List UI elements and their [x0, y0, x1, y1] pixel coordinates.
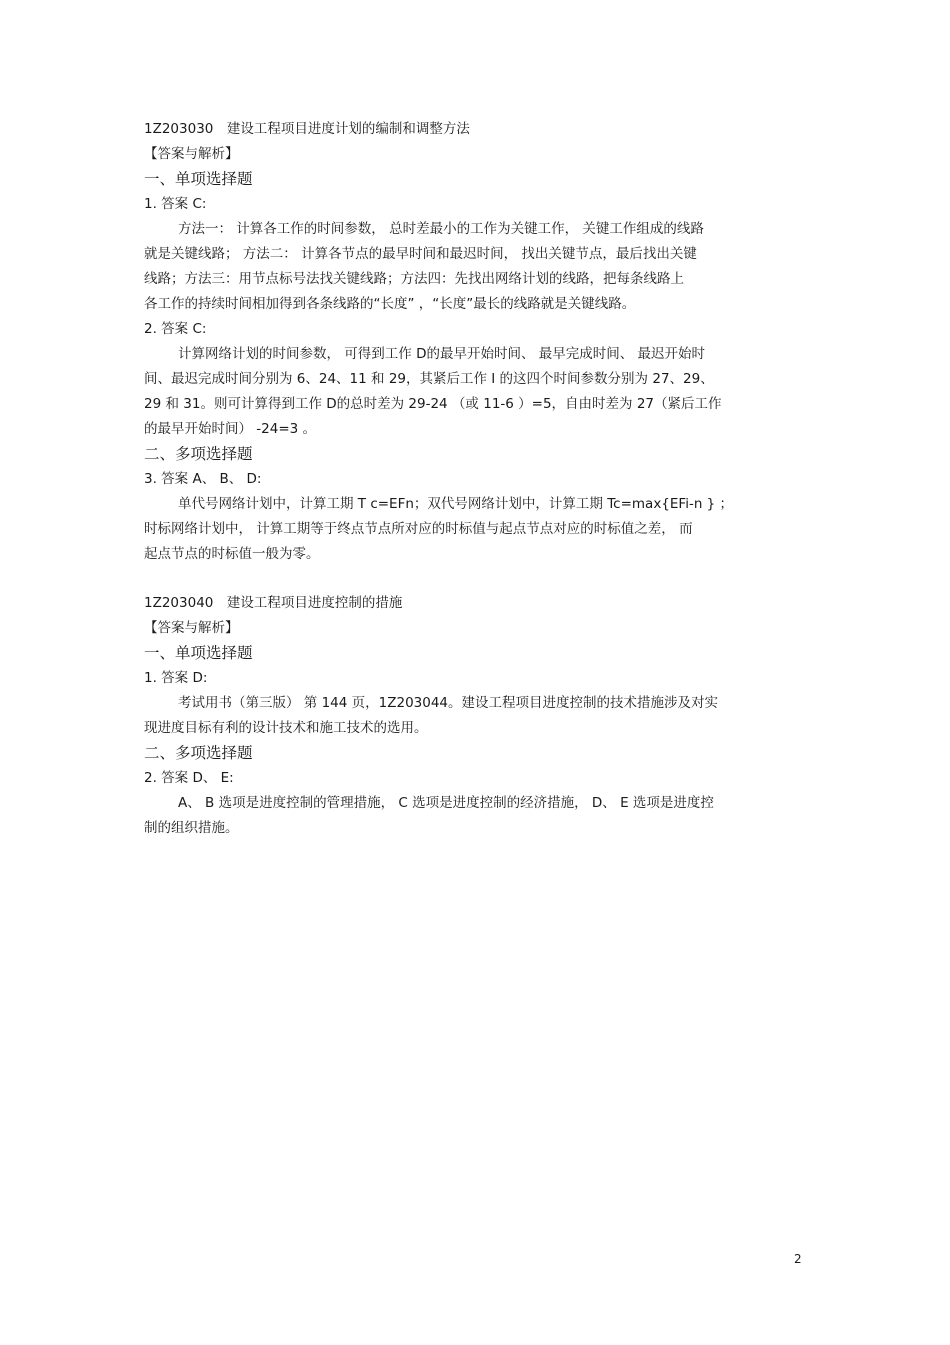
- explanation-line: 各工作的持续时间相加得到各条线路的“长度” ，“长度”最长的线路就是关键线路。: [144, 296, 636, 312]
- explanation-line: 现进度目标有利的设计技术和施工技术的选用。: [144, 720, 428, 736]
- section-gap: [144, 567, 809, 591]
- explanation-line: 线路；方法三：用节点标号法找关键线路；方法四：先找出网络计划的线路，把每条线路上: [144, 271, 684, 287]
- explanation-line: 间、最迟完成时间分别为 6、24、11 和 29，其紧后工作 I 的这四个时间参数分别为 27、29、: [144, 371, 714, 387]
- part-heading: 二、多项选择题: [144, 744, 253, 762]
- section-title: 1Z203030 建设工程项目进度计划的编制和调整方法: [144, 121, 470, 137]
- explanation-line: 计算网络计划的时间参数， 可得到工作 D的最早开始时间、 最早完成时间、 最迟开始时: [178, 346, 706, 362]
- explanation-line: 29 和 31。则可计算得到工作 D的总时差为 29-24 （或 11-6 ）=5，自由时差为 27（紧后工作: [144, 396, 722, 412]
- question-answer: 3. 答案 A、 B、 D:: [144, 471, 262, 487]
- explanation-line: 就是关键线路； 方法二： 计算各节点的最早时间和最迟时间， 找出关键节点，最后找出关键: [144, 246, 697, 262]
- explanation-line: 起点节点的时标值一般为零。: [144, 546, 320, 562]
- answer-label: 【答案与解析】: [144, 620, 239, 636]
- explanation-line: 考试用书（第三版） 第 144 页，1Z203044。建设工程项目进度控制的技术措施涉及对实: [178, 695, 719, 711]
- part-heading: 一、单项选择题: [144, 170, 253, 188]
- question-answer: 2. 答案 C:: [144, 321, 207, 337]
- explanation-line: 制的组织措施。: [144, 820, 239, 836]
- part-heading: 二、多项选择题: [144, 445, 253, 463]
- document-body: [144, 117, 809, 841]
- explanation-line: 单代号网络计划中，计算工期 T c=EFn；双代号网络计划中，计算工期 Tc=max{EFi-n } ；: [178, 496, 734, 512]
- explanation-line: A、 B 选项是进度控制的管理措施， C 选项是进度控制的经济措施， D、 E 选项是进度控: [178, 795, 714, 811]
- question-answer: 1. 答案 D:: [144, 670, 208, 686]
- answer-label: 【答案与解析】: [144, 146, 239, 162]
- question-answer: 1. 答案 C:: [144, 196, 207, 212]
- section-title: 1Z203040 建设工程项目进度控制的措施: [144, 595, 403, 611]
- page-number: 2: [794, 1252, 802, 1266]
- explanation-line: 时标网络计划中， 计算工期等于终点节点所对应的时标值与起点节点对应的时标值之差， 而: [144, 521, 693, 537]
- part-heading: 一、单项选择题: [144, 644, 253, 662]
- question-answer: 2. 答案 D、 E:: [144, 770, 234, 786]
- explanation-line: 的最早开始时间） -24=3 。: [144, 421, 317, 437]
- explanation-line: 方法一： 计算各工作的时间参数， 总时差最小的工作为关键工作， 关键工作组成的线路: [178, 221, 704, 237]
